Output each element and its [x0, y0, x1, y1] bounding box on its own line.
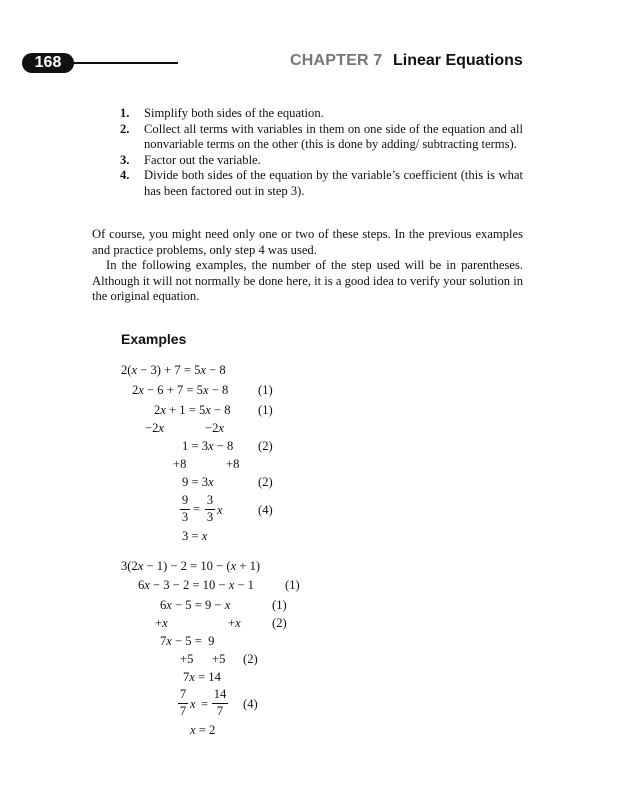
equation-term: −2x — [145, 421, 164, 435]
equation-line: 3(2x − 1) − 2 = 10 − (x + 1) — [121, 559, 261, 573]
equation-line: 2(x − 3) + 7 = 5x − 8 — [121, 363, 226, 377]
equals-sign: = — [193, 502, 201, 516]
equation-line: 7x = 14 — [183, 670, 221, 684]
step-number: 2. — [120, 121, 130, 136]
equation-term: +5 — [180, 652, 194, 666]
paragraph: Of course, you might need only one or two of these steps. In the previous examples and practice problems, only step 4 was used. — [92, 227, 523, 257]
equation-term: −2x — [205, 421, 224, 435]
step-text: Divide both sides of the equation by the variable’s coefficient (this is what has been factored out in step 3). — [144, 168, 523, 198]
step-ref: (2) — [258, 439, 273, 453]
paragraph: In the following examples, the number of the step used will be in parentheses. Although it will not normally be done here, it is a good idea to verify your solution in the original equation. — [92, 258, 523, 304]
step-item — [120, 122, 523, 153]
step-ref: (2) — [258, 475, 273, 489]
equation-line: 9 = 3x — [182, 475, 214, 489]
step-ref: (1) — [272, 598, 287, 612]
equation-term: +x — [228, 616, 241, 630]
fraction-numerator: 7 — [179, 687, 187, 701]
step-number: 1. — [120, 106, 130, 120]
variable: x — [190, 697, 196, 711]
equation-term: +8 — [173, 457, 187, 471]
step-number: 4. — [120, 168, 130, 183]
equation-term: +x — [155, 616, 168, 630]
fraction-denominator: 3 — [206, 510, 214, 524]
step-ref: (1) — [258, 403, 273, 417]
fraction-denominator: 7 — [216, 704, 224, 718]
step-item — [120, 153, 523, 169]
step-ref: (4) — [243, 697, 258, 711]
chapter-label: CHAPTER 7 — [290, 52, 383, 69]
equation-line: 7x − 5 = 9 — [160, 634, 215, 648]
fraction-denominator: 3 — [181, 510, 189, 524]
chapter-title: Linear Equations — [393, 52, 523, 69]
equation-term: +5 — [212, 652, 226, 666]
equation-line: 6x − 5 = 9 − x — [160, 598, 231, 612]
page-number-badge: 168 — [22, 53, 74, 73]
variable: x — [217, 503, 223, 517]
fraction-numerator: 14 — [213, 687, 227, 701]
fraction-numerator: 9 — [181, 493, 189, 507]
step-ref: (1) — [258, 383, 273, 397]
equation-line: 1 = 3x − 8 — [182, 439, 234, 453]
header-rule — [70, 62, 178, 64]
equals-sign: = — [201, 697, 209, 711]
step-item — [120, 168, 523, 199]
fraction-denominator: 7 — [179, 704, 187, 718]
step-item — [120, 106, 523, 122]
equation-line: 2x + 1 = 5x − 8 — [154, 403, 231, 417]
step-text: Collect all terms with variables in them on one side of the equation and all nonvariable terms on the other (this is done by adding/ subtracting terms). — [144, 121, 523, 152]
steps-list — [120, 106, 523, 200]
step-ref: (2) — [272, 616, 287, 630]
step-ref: (1) — [285, 578, 300, 592]
step-number: 3. — [120, 152, 130, 167]
equation-line: 2x − 6 + 7 = 5x − 8 — [132, 383, 229, 397]
equation-line: 3 = x — [182, 529, 208, 543]
equation-line: x = 2 — [190, 723, 216, 737]
step-text: Simplify both sides of the equation. — [144, 106, 324, 120]
equation-line: 6x − 3 − 2 = 10 − x − 1 — [138, 578, 254, 592]
step-ref: (4) — [258, 503, 273, 517]
step-text: Factor out the variable. — [144, 152, 261, 167]
examples-heading: Examples — [121, 331, 187, 347]
fraction-numerator: 3 — [206, 493, 214, 507]
equation-term: +8 — [226, 457, 240, 471]
step-ref: (2) — [243, 652, 258, 666]
